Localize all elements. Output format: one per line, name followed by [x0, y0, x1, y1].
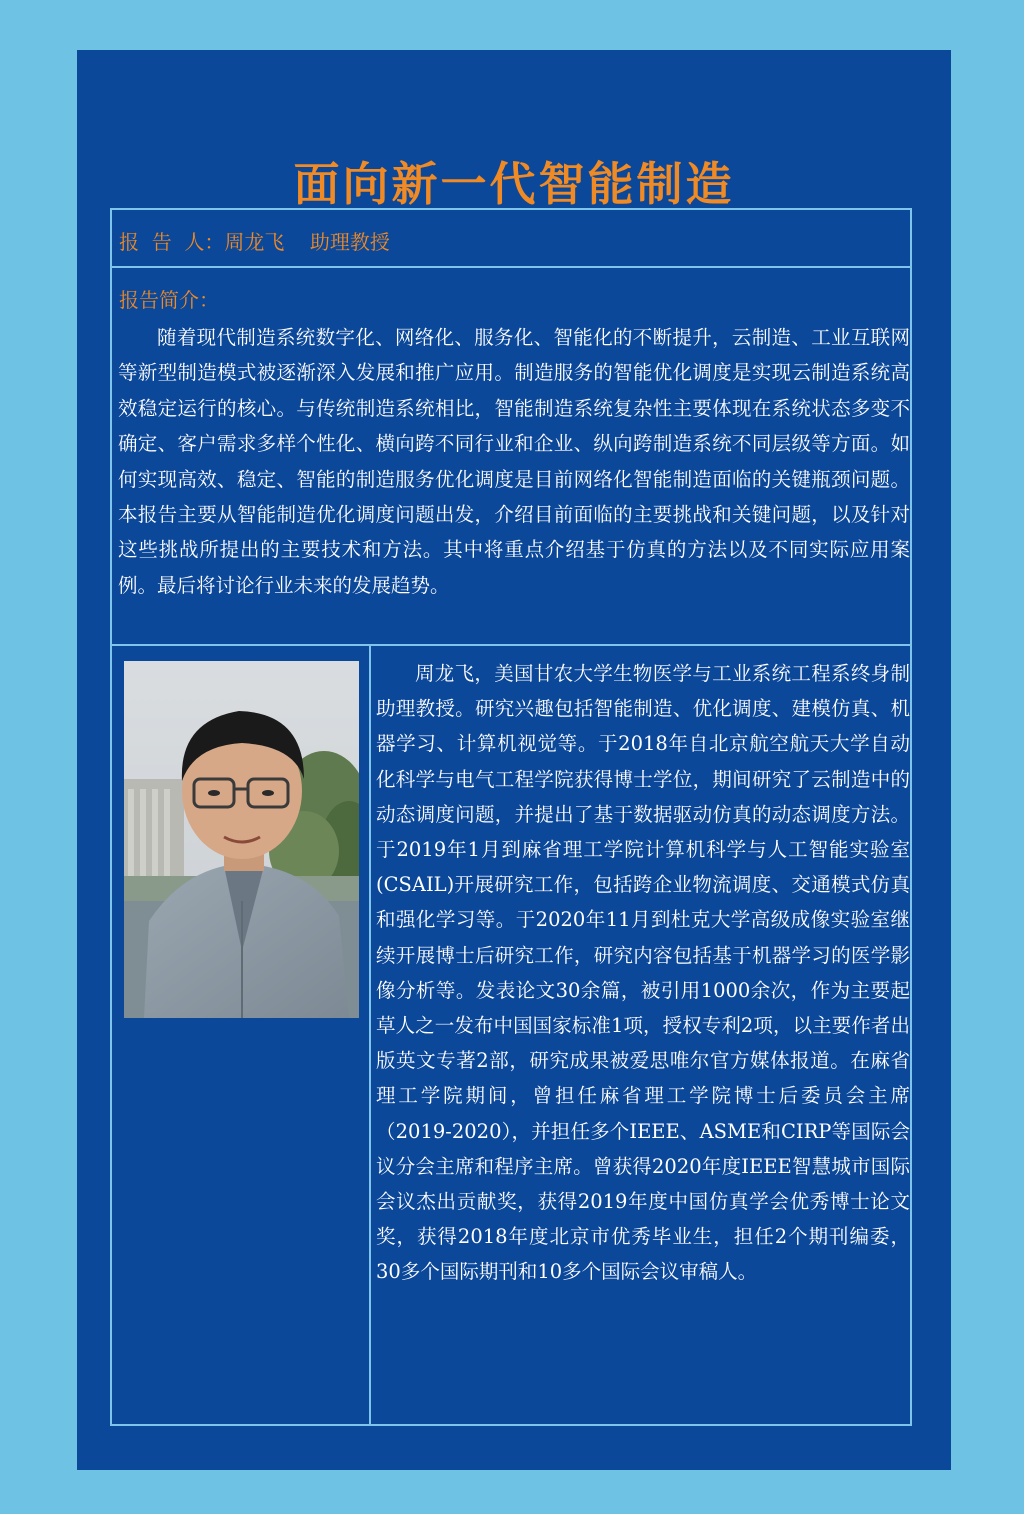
abstract-heading: 报告简介：	[119, 288, 219, 312]
speaker-row	[112, 210, 910, 268]
bio-row	[112, 646, 910, 1426]
page-title: 面向新一代智能制造	[293, 157, 735, 211]
speaker-label: 报 告 人：周龙飞 助理教授	[119, 230, 390, 254]
abstract-row	[112, 268, 910, 646]
abstract-text: 随着现代制造系统数字化、网络化、服务化、智能化的不断提升，云制造、工业互联网等新型制造模式被逐渐深入发展和推广应用。制造服务的智能优化调度是实现云制造系统高效稳定运行的核心。与传统制造系统相比，智能制造系统复杂性主要体现在系统状态多变不确定、客户需求多样个性化、横向跨不同行业和企业、纵向跨制造系统不同层级等方面。如何实现高效、稳定、智能的制造服务优化调度是目前网络化智能制造面临的关键瓶颈问题。本报告主要从智能制造优化调度问题出发，介绍目前面临的主要挑战和关键问题，以及针对这些挑战所提出的主要技术和方法。其中将重点介绍基于仿真的方法以及不同实际应用案例。最后将讨论行业未来的发展趋势。	[118, 326, 910, 597]
bio-text: 周龙飞，美国甘农大学生物医学与工业系统工程系终身制助理教授。研究兴趣包括智能制造、优化调度、建模仿真、机器学习、计算机视觉等。于2018年自北京航空航天大学自动化科学与电气工程学院获得博士学位，期间研究了云制造中的动态调度问题，并提出了基于数据驱动仿真的动态调度方法。于2019年1月到麻省理工学院计算机科学与人工智能实验室(CSAIL)开展研究工作，包括跨企业物流调度、交通模式仿真和强化学习等。于2020年11月到杜克大学高级成像实验室继续开展博士后研究工作，研究内容包括基于机器学习的医学影像分析等。发表论文30余篇，被引用1000余次，作为主要起草人之一发布中国国家标准1项，授权专利2项，以主要作者出版英文专著2部，研究成果被爱思唯尔官方媒体报道。在麻省理工学院期间，曾担任麻省理工学院博士后委员会主席（2019-2020），并担任多个IEEE、ASME和CIRP等国际会议分会主席和程序主席。曾获得2020年度IEEE智慧城市国际会议杰出贡献奖，获得2019年度中国仿真学会优秀博士论文奖，获得2018年度北京市优秀毕业生，担任2个期刊编委，30多个国际期刊和10多个国际会议审稿人。	[376, 662, 910, 1284]
info-table	[110, 208, 912, 1426]
column-divider	[369, 646, 371, 1426]
speaker-photo	[124, 661, 359, 1018]
